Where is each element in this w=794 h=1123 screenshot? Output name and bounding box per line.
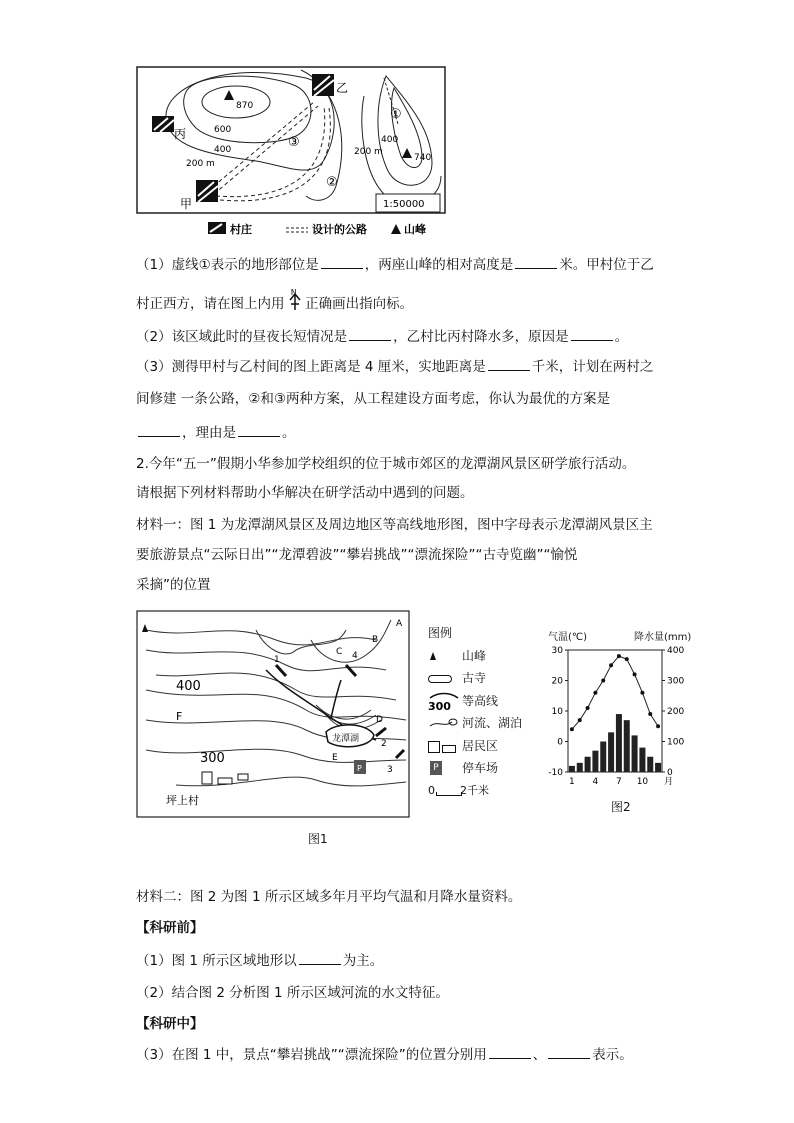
contour-200-a: 200 m	[186, 159, 215, 169]
scale-zero: 0	[428, 783, 435, 797]
left-tick-label: -10	[548, 768, 563, 778]
precip-bar	[600, 742, 606, 773]
temperature-point	[656, 724, 660, 728]
parking-label: P	[357, 764, 362, 773]
spot-f: F	[176, 710, 183, 723]
temperature-point	[617, 654, 621, 658]
temperature-line	[572, 656, 658, 729]
q3-line1: （3）测得甲村与乙村间的图上距离是 4 厘米，实地距离是 千米，计划在两村之	[136, 359, 654, 375]
village-jia-icon	[196, 180, 218, 202]
x-tick-label: 10	[636, 777, 649, 787]
figure-1-caption: 图1	[308, 832, 328, 846]
q3-line2: 间修建 一条公路，②和③两种方案，从工程建设方面考虑，你认为最优的方案是	[136, 391, 610, 407]
q1-line2: 村正西方，请在图上内用 N 正确画出指向标。	[136, 288, 414, 312]
answer-blank[interactable]	[349, 328, 391, 341]
p2-intro-1: 2.今年“五一”假期小华参加学校组织的位于城市郊区的龙潭湖风景区研学旅行活动。	[136, 456, 636, 472]
answer-blank[interactable]	[489, 1046, 531, 1059]
lake-label: 龙潭湖	[332, 734, 360, 744]
section-before: 【科研前】	[136, 920, 204, 936]
q3-line3: ，理由是 。	[136, 424, 296, 442]
svg-text:300: 300	[428, 699, 451, 712]
legend-river-icon	[428, 716, 458, 730]
spot-b: B	[372, 635, 379, 645]
x-axis-unit: 月	[664, 777, 674, 787]
spot-e: E	[332, 753, 338, 763]
x-tick-label: 1	[569, 777, 575, 787]
marker-1: ①	[390, 107, 402, 122]
north-arrow-icon: N	[289, 292, 301, 312]
temperature-point	[586, 706, 590, 710]
residential-icon	[202, 772, 212, 784]
temperature-point	[648, 712, 652, 716]
figure-2-left-axis-title: 气温(℃)	[548, 632, 588, 643]
section-during: 【科研中】	[136, 1016, 204, 1032]
precip-bar	[608, 732, 614, 772]
precip-bar	[585, 757, 591, 772]
legend-river: 河流、湖泊	[462, 716, 523, 730]
contour-400-a: 400	[214, 145, 232, 155]
climate-chart	[540, 640, 710, 792]
precip-bar	[632, 735, 638, 772]
figure-2-caption: 图2	[611, 800, 631, 814]
map-scale: 1:50000	[383, 199, 425, 210]
contour-600: 600	[214, 125, 232, 135]
answer-blank[interactable]	[548, 1046, 590, 1059]
temperature-point	[640, 691, 644, 695]
peak-b-label: 740	[414, 153, 432, 163]
temperature-point	[601, 679, 605, 683]
precip-bar	[592, 751, 598, 772]
village-yi-label: 乙	[336, 81, 349, 95]
spot-c: C	[336, 647, 343, 657]
precip-bar	[655, 763, 661, 772]
village-label: 坪上村	[166, 794, 199, 807]
plot-frame	[568, 650, 662, 772]
spot-d: D	[376, 715, 383, 725]
legend-peak: 山峰	[462, 648, 487, 663]
answer-blank[interactable]	[321, 256, 363, 269]
s2-line: （2）结合图 2 分析图 1 所示区域河流的水文特征。	[136, 985, 449, 1001]
village-jia-label: 甲	[180, 197, 193, 211]
answer-blank[interactable]	[488, 358, 530, 371]
precip-bar	[639, 748, 645, 772]
legend-road: 设计的公路	[312, 223, 367, 236]
figure-1-map	[136, 610, 412, 822]
legend-contour: 等高线	[462, 693, 499, 708]
answer-blank[interactable]	[571, 328, 613, 341]
answer-blank[interactable]	[515, 256, 557, 269]
right-tick-label: 200	[667, 707, 685, 717]
temperature-point	[625, 657, 629, 661]
temperature-point	[578, 718, 582, 722]
precip-bar	[577, 763, 583, 772]
p2-intro-2: 请根据下列材料帮助小华解决在研学活动中遇到的问题。	[136, 485, 474, 501]
q2-line: （2）该区域此时的昼夜长短情况是 ，乙村比丙村降水多，原因是 。	[136, 329, 629, 345]
legend-parking: 停车场	[462, 761, 499, 775]
figure-2-right-axis-title: 降水量(mm)	[634, 632, 692, 643]
spot-1: 1	[274, 655, 280, 665]
village-bing-label: 丙	[174, 127, 187, 141]
s1-line: （1）图 1 所示区域地形以 为主。	[136, 953, 384, 969]
spot-2: 2	[381, 739, 387, 749]
contour-label-300: 300	[200, 751, 225, 766]
precip-bar	[569, 766, 575, 772]
answer-blank[interactable]	[238, 424, 280, 437]
left-tick-label: 20	[551, 676, 563, 687]
spot-a: A	[396, 619, 403, 629]
temperature-point	[593, 691, 597, 695]
material-2: 材料二：图 2 为图 1 所示区域多年月平均气温和月降水量资料。	[136, 889, 522, 905]
contour-400-b: 400	[381, 135, 399, 145]
temperature-point	[609, 663, 613, 667]
x-tick-label: 7	[616, 777, 622, 787]
legend-residential: 居民区	[462, 738, 499, 753]
legend-peak-icon	[430, 652, 436, 660]
legend-temple-icon	[428, 675, 452, 683]
contour-label-400: 400	[176, 679, 201, 694]
spot-4: 4	[352, 651, 358, 661]
contour-200-b: 200 m	[354, 147, 383, 157]
material-1-c: 采摘”的位置	[136, 577, 211, 593]
marker-3: ③	[288, 135, 300, 150]
answer-blank[interactable]	[299, 952, 341, 965]
legend-title: 图例	[428, 626, 453, 640]
right-tick-label: 100	[667, 737, 685, 748]
legend-parking-icon: P	[430, 761, 442, 775]
village-yi-icon	[312, 74, 334, 96]
village-bing-icon	[152, 116, 174, 132]
scale-label: 2千米	[460, 783, 489, 797]
material-1-b: 要旅游景点“云际日出”“龙潭碧波”“攀岩挑战”“漂流探险”“古寺览幽”“愉悦	[136, 547, 578, 563]
peak-a-label: 870	[236, 101, 254, 111]
legend-temple: 古寺	[462, 671, 487, 685]
x-tick-label: 4	[592, 777, 599, 787]
temperature-point	[633, 672, 637, 676]
legend-village: 村庄	[230, 223, 252, 236]
legend-residential-icon	[428, 741, 440, 753]
precip-bar	[624, 720, 630, 772]
figure-1-legend	[428, 622, 538, 802]
left-tick-label: 30	[551, 646, 563, 656]
scale-bar	[436, 792, 462, 796]
q1-line1: （1）虚线①表示的地形部位是 ，两座山峰的相对高度是 米。甲村位于乙	[136, 257, 654, 273]
left-tick-label: 0	[557, 737, 563, 748]
material-1-a: 材料一：图 1 为龙潭湖风景区及周边地区等高线地形图，图中字母表示龙潭湖风景区主	[136, 517, 653, 533]
legend-contour-icon	[428, 692, 460, 712]
precip-bar	[616, 714, 622, 772]
left-tick-label: 10	[551, 707, 563, 717]
spot-3: 3	[387, 765, 393, 775]
legend-peak: 山峰	[404, 223, 426, 236]
right-tick-label: 300	[667, 676, 685, 687]
precip-bar	[647, 757, 653, 772]
right-tick-label: 400	[667, 646, 685, 656]
legend-village-icon	[208, 222, 226, 234]
legend-peak-icon	[391, 224, 401, 234]
temperature-point	[570, 727, 574, 731]
marker-2: ②	[326, 175, 338, 190]
right-tick-label: 0	[667, 768, 673, 778]
topographic-map-1	[136, 66, 448, 246]
answer-blank[interactable]	[138, 424, 180, 437]
s3-line: （3）在图 1 中，景点“攀岩挑战”“漂流探险”的位置分别用 、 表示。	[136, 1047, 633, 1063]
